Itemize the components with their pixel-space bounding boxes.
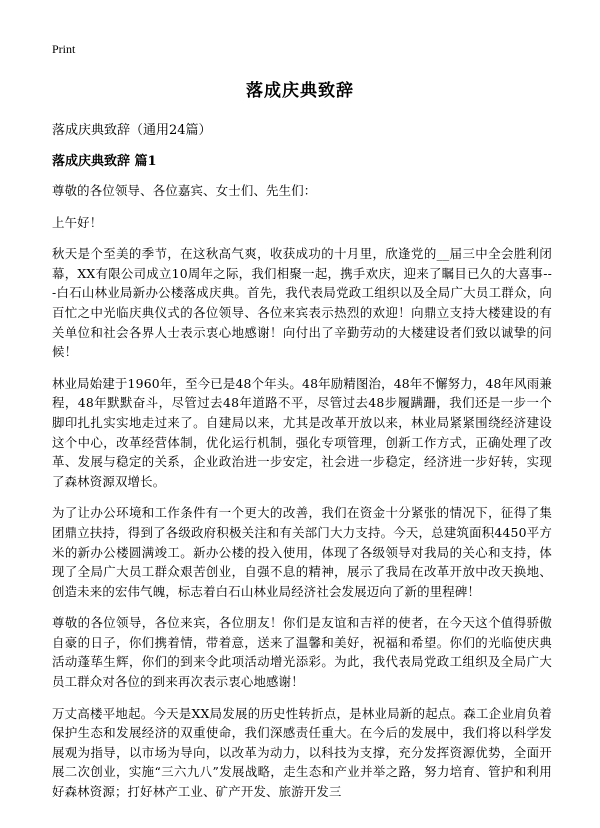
paragraph-greeting: 尊敬的各位领导、各位嘉宾、女士们、先生们： [52, 183, 317, 198]
paragraph: 秋天是个至美的季节，在这秋高气爽，收获成功的十月里，欣逢党的__届三中全会胜利闭幕，XX有限公司成立10周年之际，我们相聚一起，携手欢庆，迎来了瞩目已久的大喜事---白石山林业局新办公楼落成庆典。首先，我代表局党政工组织以及全局广大员工群众，向百忙之中光临庆典仪式的各位领导、各位来宾表示热烈的欢迎！向鼎立支持大楼建设的有关单位和社会各界人士表示衷心地感谢！向付出了辛勤劳动的大楼建设者们致以诚挚的问候！ [52, 246, 552, 360]
document-title: 落成庆典致辞 [246, 81, 354, 101]
paragraph: 万丈高楼平地起。今天是XX局发展的历史性转折点，是林业局新的起点。森工企业肩负着保护生态和发展经济的双重使命，我们深感责任重大。在今后的发展中，我们将以科学发展观为指导，以市场为导向，以改革为动力，以科技为支撑，充分发挥资源优势，全面开展二次创业，实施“三六九八”发展战略，走生态和产业并举之路，努力培育、管护和利用好森林资源；打好林产工业、矿产开发、旅游开发三 [52, 705, 552, 800]
document-body [52, 181, 552, 814]
document-subtitle: 落成庆典致辞（通用24篇） [52, 123, 212, 138]
paragraph-salutation: 上午好！ [52, 214, 103, 230]
paragraph: 林业局始建于1960年，至今已是48个年头。48年励精图治，48年不懈努力，48年风雨兼程，48年默默奋斗，尽管过去48年道路不平，尽管过去48步履蹒跚，我们还是一步一个脚印扎扎实实地走过来了。自建局以来，尤其是改革开放以来，林业局紧紧围绕经济建设这个中心，改革经营体制，优化运行机制，强化专项管理，创新工作方式，正确处理了改革、发展与稳定的关系，企业政治进一步安定，社会进一步稳定，经济进一步好转，实现了森林资源双增长。 [52, 375, 552, 489]
paragraph: 尊敬的各位领导，各位来宾，各位朋友！你们是友谊和吉祥的使者，在今天这个值得骄傲自豪的日子，你们携着情，带着意，送来了温馨和美好，祝福和希望。你们的光临使庆典活动蓬荜生辉，你们的到来令此项活动增光添彩。为此，我代表局党政工组织及全局广大员工群众对各位的到来再次表示衷心地感谢！ [52, 615, 552, 690]
section-heading: 落成庆典致辞 篇1 [52, 154, 157, 169]
print-link[interactable]: Print [52, 42, 76, 56]
paragraph: 为了让办公环境和工作条件有一个更大的改善，我们在资金十分紧张的情况下，征得了集团鼎立扶持，得到了各级政府积极关注和有关部门大力支持。今天，总建筑面积4450平方米的新办公楼圆满竣工。新办公楼的投入使用，体现了各级领导对我局的关心和支持，体现了全局广大员工群众艰苦创业，自强不息的精神，展示了我局在改革开放中改天换地、创造未来的宏伟气魄，标志着白石山林业局经济社会发展迈向了新的里程碑！ [52, 505, 552, 599]
